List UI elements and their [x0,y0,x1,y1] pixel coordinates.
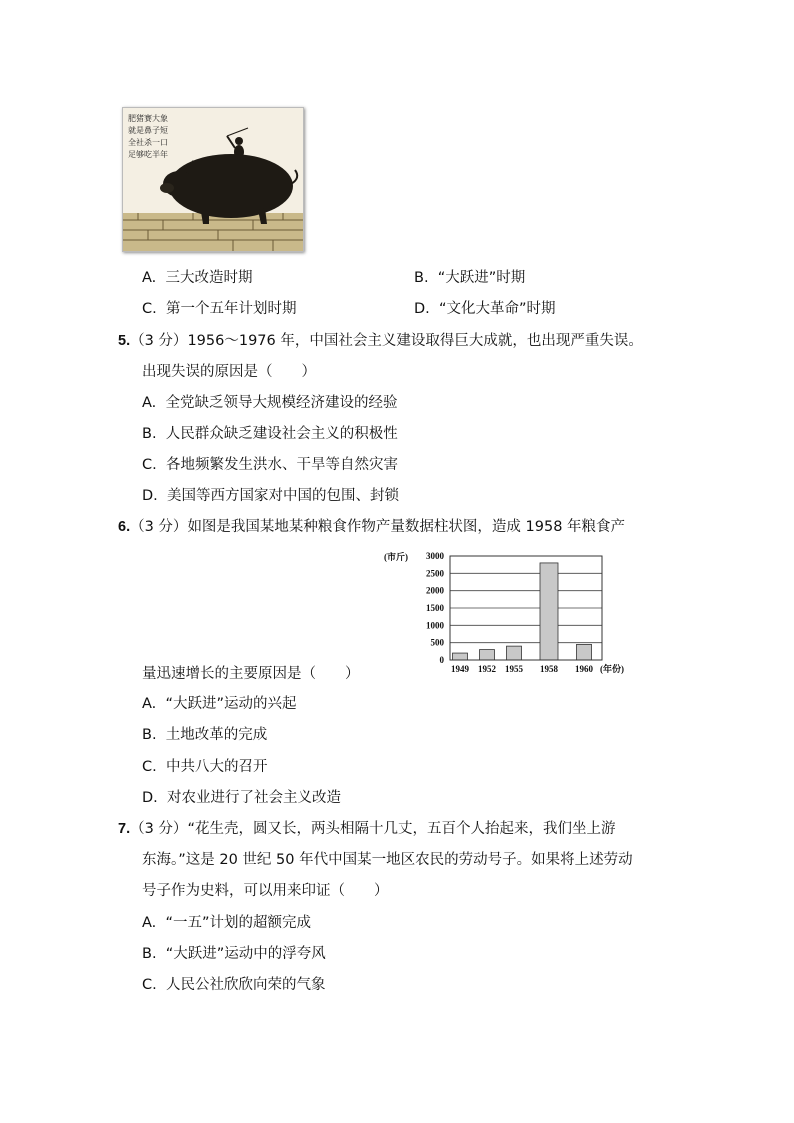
option-letter: D. [142,790,158,806]
question-text: “花生壳，圆又长，两头相隔十几丈，五百个人抬起来，我们坐上游 [187,821,616,837]
option-letter: A. [142,915,157,931]
bar-1952 [480,650,495,660]
question-score: （3 分） [130,821,188,837]
bar-1958 [540,563,558,660]
y-tick-label: 500 [430,637,444,648]
q5-option-a[interactable] [142,393,398,413]
option-text: 对农业进行了社会主义改造 [167,790,341,806]
option-text: 人民群众缺乏建设社会主义的积极性 [165,426,398,442]
x-tick-label: 1958 [540,664,558,674]
question-number: 6. [118,519,131,535]
option-letter: B. [142,426,157,442]
q7-stem-line3: 号子作为史料，可以用来印证（ ） [142,883,389,899]
question-number: 5. [118,333,131,349]
option-text: 全党缺乏领导大规模经济建设的经验 [165,395,398,411]
q5-option-c[interactable] [142,455,398,475]
option-letter: D. [142,488,158,504]
bar-1960 [577,644,592,660]
option-text: “大跃进”运动的兴起 [165,696,297,712]
q4-option-c[interactable] [142,299,296,319]
option-text: 人民公社欣欣向荣的气象 [165,977,326,993]
q7-stem-line1 [118,819,615,839]
option-text: 三大改造时期 [165,270,253,286]
question-score: （3 分） [130,333,188,349]
option-letter: B. [414,270,429,286]
pig-poster-image [122,107,304,252]
y-tick-label: 1000 [426,620,444,631]
q6-stem-line1 [118,517,625,537]
x-tick-labels [451,664,594,674]
poster-line: 足够吃半年 [128,150,168,159]
question-score: （3 分） [130,519,188,535]
q5-option-d[interactable] [142,486,399,506]
y-axis-label: (市斤) [384,552,408,562]
x-tick-label: 1952 [478,664,496,674]
question-number: 7. [118,821,131,837]
q6-option-a[interactable] [142,694,297,714]
option-text: “大跃进”时期 [437,270,526,286]
option-letter: B. [142,727,157,743]
x-tick-label: 1960 [575,664,593,674]
x-tick-label: 1955 [505,664,523,674]
q6-option-d[interactable] [142,788,341,808]
q5-stem-line2: 出现失误的原因是（ ） [142,364,316,380]
poster-line: 肥猪赛大象 [128,114,168,123]
y-tick-labels [426,551,445,665]
q6-option-b[interactable] [142,725,267,745]
option-letter: C. [142,759,157,775]
option-text: 第一个五年计划时期 [165,301,297,317]
x-axis-label: (年份) [600,664,624,674]
option-text: 美国等西方国家对中国的包围、封锁 [167,488,399,504]
option-text: 各地频繁发生洪水、干旱等自然灾害 [165,457,398,473]
y-tick-label: 2000 [426,585,444,596]
q4-option-b[interactable] [414,268,525,288]
q7-option-a[interactable] [142,913,311,933]
q5-stem-line1 [118,331,643,351]
poster-line: 就是鼻子短 [128,126,168,135]
option-text: “文化大革命”时期 [439,301,556,317]
option-letter: D. [414,301,430,317]
option-letter: C. [142,301,157,317]
option-letter: C. [142,457,157,473]
chart-bars [453,563,592,660]
option-text: “一五”计划的超额完成 [165,915,312,931]
option-letter: A. [142,270,157,286]
q4-option-a[interactable] [142,268,253,288]
poster-line: 全社杀一口 [128,138,168,147]
q7-stem-line2: 东海。”这是 20 世纪 50 年代中国某一地区农民的劳动号子。如果将上述劳动 [142,852,633,868]
option-text: “大跃进”运动中的浮夸风 [165,946,326,962]
question-text: 1956～1976 年，中国社会主义建设取得巨大成就，也出现严重失误。 [187,333,643,349]
grain-output-bar-chart [380,546,630,678]
y-tick-label: 2500 [426,568,444,579]
option-text: 中共八大的召开 [165,759,268,775]
q6-option-c[interactable] [142,757,267,777]
question-text: 如图是我国某地某种粮食作物产量数据柱状图，造成 1958 年粮食产 [187,519,626,535]
q4-option-d[interactable] [414,299,556,319]
option-letter: A. [142,696,157,712]
q5-option-b[interactable] [142,424,398,444]
y-tick-label: 0 [439,655,444,665]
y-tick-label: 1500 [426,603,444,613]
pig-illustration [123,108,303,251]
option-text: 土地改革的完成 [165,727,268,743]
option-letter: C. [142,977,157,993]
q6-stem-line2: 量迅速增长的主要原因是（ ） [142,666,360,682]
q7-option-c[interactable] [142,975,325,995]
y-tick-label: 3000 [426,551,444,561]
bar-1955 [507,646,522,660]
x-tick-label: 1949 [451,664,469,674]
q7-option-b[interactable] [142,944,326,964]
option-letter: B. [142,946,157,962]
bar-1949 [453,653,468,660]
option-letter: A. [142,395,157,411]
